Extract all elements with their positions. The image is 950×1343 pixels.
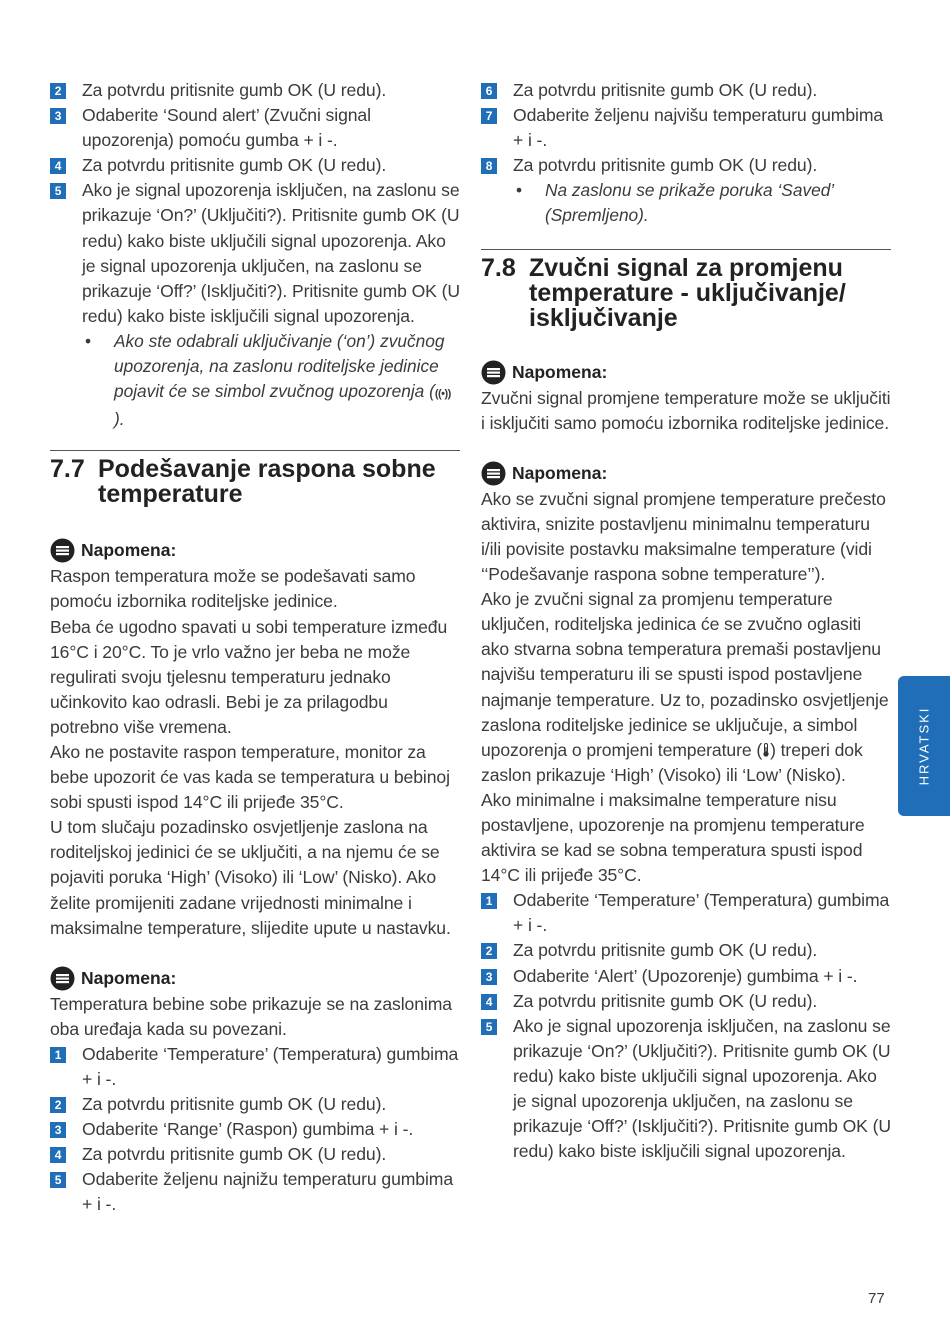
step-number: 6 bbox=[481, 83, 497, 99]
list-item bbox=[481, 989, 891, 1014]
list-item bbox=[50, 1167, 460, 1217]
step-number: 1 bbox=[50, 1047, 66, 1063]
bullet-dot: • bbox=[85, 330, 92, 351]
language-tab bbox=[898, 676, 950, 816]
right-column bbox=[481, 78, 891, 1164]
note-label: Napomena: bbox=[512, 361, 608, 382]
step-number: 3 bbox=[50, 108, 66, 124]
bullet-item bbox=[50, 329, 460, 432]
list-item bbox=[50, 78, 460, 103]
paragraph bbox=[481, 587, 891, 788]
step-number: 5 bbox=[50, 1172, 66, 1188]
bullet-text: Na zaslonu se prikaže poruka ‘Saved’ (Spremljeno). bbox=[545, 180, 834, 226]
step-text: Odaberite ‘Range’ (Raspon) gumbima + i -. bbox=[82, 1119, 414, 1140]
paragraph: U tom slučaju pozadinsko osvjetljenje zaslona na roditeljskoj jedinici će se uključiti, a na njemu će se pojaviti poruka ‘High’ (Visoko) ili ‘Low’ (Nisko). Ako želite promijeniti zadane vrijednosti minimalne i maksimalne temperature, slijedite upute u nastavku. bbox=[50, 817, 451, 938]
step-number: 2 bbox=[50, 1097, 66, 1113]
step-text: Ako je signal upozorenja isključen, na zaslonu se prikazuje ‘On?’ (Uključiti?). Pritisnite gumb OK (U redu) kako biste uključili signal upozorenja. Ako je signal upozorenja uključen, na zaslonu se prikazuje ‘Off?’ (Isključiti?). Pritisnite gumb OK (U redu) kako biste isključili signal upozorenja. bbox=[82, 180, 460, 326]
list-item bbox=[50, 1142, 460, 1167]
step-text: Ako je signal upozorenja isključen, na zaslonu se prikazuje ‘On?’ (Uključiti?). Pritisnite gumb OK (U redu) kako biste uključili signal upozorenja. Ako je signal upozorenja uključen, na zaslonu se prikazuje ‘Off?’ (Isključiti?). Pritisnite gumb OK (U redu) kako biste isključili signal upozorenja. bbox=[513, 1015, 891, 1162]
step-number: 8 bbox=[481, 158, 497, 174]
list-item bbox=[50, 1042, 460, 1092]
step-number: 4 bbox=[50, 158, 66, 174]
section-title: Podešavanje raspona sobne temperature bbox=[98, 455, 436, 509]
note-heading bbox=[50, 537, 460, 564]
thermometer-icon bbox=[762, 743, 770, 757]
step-number: 4 bbox=[50, 1147, 66, 1163]
bullet-text: Ako ste odabrali uključivanje (‘on’) zvučnog upozorenja, na zaslonu roditeljske jedinice pojavit će se simbol zvučnog upozorenja ( bbox=[114, 330, 445, 402]
step-number: 1 bbox=[481, 893, 497, 909]
step-text: Za potvrdu pritisnite gumb OK (U redu). bbox=[82, 155, 387, 176]
sound-alert-icon: ((•)) bbox=[434, 388, 451, 401]
note-text: Ako se zvučni signal promjene temperature prečesto aktivira, snizite postavljenu minimalnu temperaturu i/ili povisite postavku maksimalne temperature (vidi ‘‘Podešavanje raspona sobne temperature’’). bbox=[481, 488, 886, 585]
note-text: Temperatura bebine sobe prikazuje se na zaslonima oba uređaja kada su povezani. bbox=[50, 993, 452, 1039]
step-text: Odaberite željenu najvišu temperaturu gumbima + i -. bbox=[513, 105, 884, 151]
list-item bbox=[481, 1014, 891, 1165]
list-item bbox=[50, 153, 460, 178]
step-text: Za potvrdu pritisnite gumb OK (U redu). bbox=[513, 80, 818, 100]
step-text: Za potvrdu pritisnite gumb OK (U redu). bbox=[513, 990, 818, 1011]
note-icon bbox=[481, 461, 506, 486]
step-text: Za potvrdu pritisnite gumb OK (U redu). bbox=[82, 1094, 387, 1115]
steps-list-b bbox=[481, 888, 891, 1164]
note-icon bbox=[481, 360, 506, 385]
step-text: Odaberite željenu najnižu temperaturu gumbima + i -. bbox=[82, 1169, 454, 1215]
bullet-text-end: ). bbox=[114, 409, 125, 430]
note-heading bbox=[50, 965, 460, 992]
step-text: Za potvrdu pritisnite gumb OK (U redu). bbox=[513, 940, 818, 961]
bullet-item bbox=[481, 178, 891, 228]
note-label: Napomena: bbox=[81, 540, 177, 561]
language-tab-label: HRVATSKI bbox=[916, 706, 932, 786]
list-item bbox=[481, 888, 891, 938]
list-item bbox=[50, 178, 460, 329]
section-title: Zvučni signal za promjenu temperature - uključivanje/ isključivanje bbox=[529, 253, 846, 332]
section-heading bbox=[50, 457, 460, 507]
page-number: 77 bbox=[868, 1290, 885, 1307]
section-number: 7.7 bbox=[50, 455, 85, 484]
note-heading bbox=[481, 359, 891, 386]
paragraph-text: Ako je zvučni signal za promjenu temperature uključen, roditeljska jedinica će se zvučno oglasiti ako stvarna sobna temperatura premaši postavljenu najvišu temperaturu ili se spusti ispod postavljene najmanje temperature. Uz to, pozadinsko osvjetljenje zaslona roditeljske jedinice se uključuje, a simbol upozorenja o promjeni temperature ( bbox=[481, 589, 889, 760]
note-text: Zvučni signal promjene temperature može se uključiti i isključiti samo pomoću izbornika roditeljske jedinice. bbox=[481, 387, 891, 433]
step-number: 5 bbox=[50, 183, 66, 199]
left-column bbox=[50, 78, 460, 1218]
paragraph: Ako ne postavite raspon temperature, monitor za bebe upozorit će vas kada se temperatura u bebinoj sobi spusti ispod 14°C ili prijeđe 35°C. bbox=[50, 741, 450, 813]
note-icon bbox=[50, 966, 75, 991]
step-number: 4 bbox=[481, 994, 497, 1010]
section-7-8 bbox=[481, 249, 891, 331]
list-item bbox=[481, 938, 891, 963]
paragraph: Beba će ugodno spavati u sobi temperature između 16°C i 20°C. To je vrlo važno jer beba ne može regulirati svoju tjelesnu temperaturu jednako učinkovito kao odrasli. Bebi je za prilagodbu potrebno više vremena. bbox=[50, 616, 448, 737]
bullet-dot: • bbox=[516, 180, 523, 201]
list-item bbox=[481, 103, 891, 153]
step-text: Za potvrdu pritisnite gumb OK (U redu). bbox=[82, 1144, 387, 1165]
section-heading bbox=[481, 253, 891, 332]
step-text: Za potvrdu pritisnite gumb OK (U redu). bbox=[513, 155, 818, 176]
list-item bbox=[481, 153, 891, 178]
step-text: Odaberite ‘Alert’ (Upozorenje) gumbima + i -. bbox=[513, 965, 858, 986]
steps-list-b bbox=[50, 1042, 460, 1218]
step-number: 3 bbox=[481, 969, 497, 985]
note-label: Napomena: bbox=[512, 462, 608, 483]
note-text: Raspon temperatura može se podešavati samo pomoću izbornika roditeljske jedinice. bbox=[50, 566, 416, 612]
list-item bbox=[481, 78, 891, 103]
paragraph: Ako minimalne i maksimalne temperature nisu postavljene, upozorenje na promjenu temperature aktivira se kad se sobna temperatura spusti ispod 14°C ili prijeđe 35°C. bbox=[481, 789, 865, 886]
list-item bbox=[481, 964, 891, 989]
steps-list-a bbox=[50, 78, 460, 329]
step-text: Odaberite ‘Temperature’ (Temperatura) gumbima + i -. bbox=[82, 1043, 459, 1089]
step-number: 7 bbox=[481, 108, 497, 124]
list-item bbox=[50, 1092, 460, 1117]
list-item bbox=[50, 1117, 460, 1142]
step-number: 2 bbox=[481, 943, 497, 959]
step-text: Odaberite ‘Temperature’ (Temperatura) gumbima + i -. bbox=[513, 890, 890, 936]
step-number: 5 bbox=[481, 1019, 497, 1035]
paragraph-text-end: ) treperi dok zaslon prikazuje ‘High’ (Visoko) ili ‘Low’ (Nisko). bbox=[481, 739, 863, 785]
step-number: 3 bbox=[50, 1122, 66, 1138]
list-item bbox=[50, 103, 460, 153]
section-number: 7.8 bbox=[481, 253, 516, 282]
note-heading bbox=[481, 460, 891, 487]
note-label: Napomena: bbox=[81, 967, 177, 988]
note-icon bbox=[50, 538, 75, 563]
step-number: 2 bbox=[50, 83, 66, 99]
steps-list-a bbox=[481, 78, 891, 178]
step-text: Odaberite ‘Sound alert’ (Zvučni signal upozorenja) pomoću gumba + i -. bbox=[82, 105, 371, 151]
section-7-7 bbox=[50, 450, 460, 507]
step-text: Za potvrdu pritisnite gumb OK (U redu). bbox=[82, 80, 387, 100]
